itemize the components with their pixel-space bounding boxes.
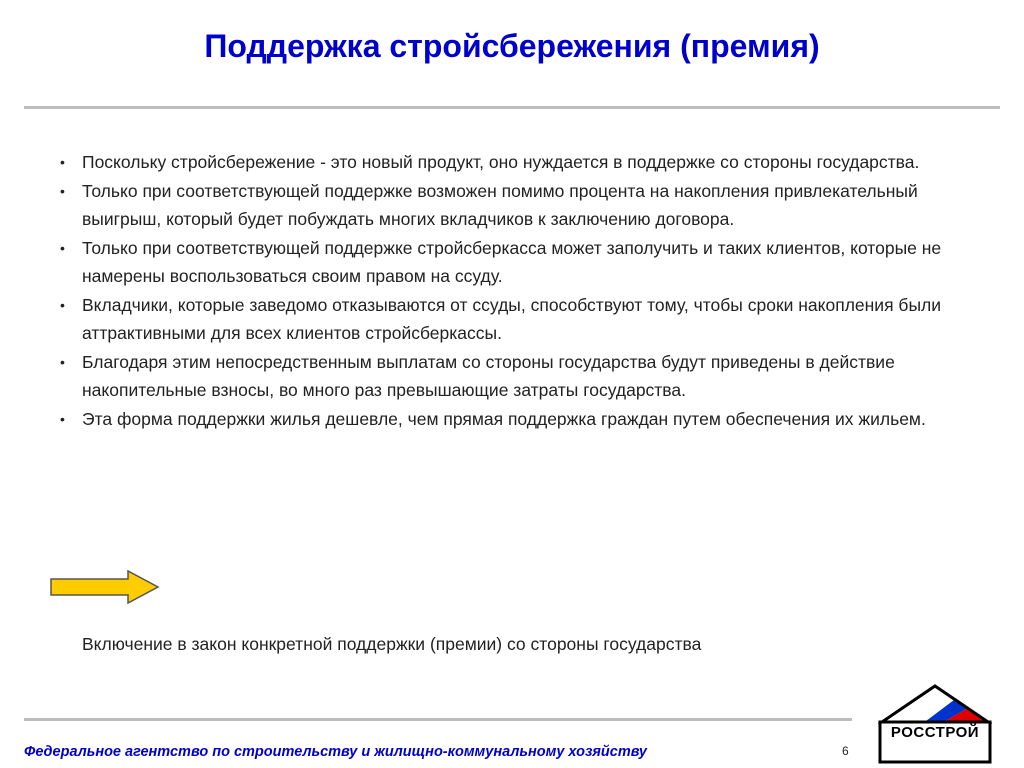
rosstroy-logo — [878, 684, 992, 764]
bullet-dot: • — [60, 182, 65, 199]
bullet-text: Поскольку стройсбережение - это новый продукт, оно нуждается в поддержке со стороны государства. — [82, 152, 920, 172]
conclusion-text: Включение в закон конкретной поддержки (премии) со стороны государства — [82, 634, 702, 654]
bullet-text: Вкладчики, которые заведомо отказываются от ссуды, способствуют тому, чтобы сроки накопления были аттрактивными для всех клиентов стройсберкассы. — [82, 294, 942, 343]
bullet-item — [56, 234, 976, 291]
bullet-dot: • — [60, 410, 65, 427]
bullet-dot: • — [60, 154, 65, 170]
slide-title: Поддержка стройсбережения (премия) — [204, 28, 820, 64]
bullet-item — [56, 291, 976, 348]
bullet-dot: • — [60, 296, 65, 313]
right-arrow-icon — [50, 570, 160, 604]
footer-agency: Федеральное агентство по строительству и жилищно-коммунальному хозяйству — [24, 744, 647, 760]
bottom-divider — [24, 718, 852, 721]
page-number: 6 — [842, 744, 849, 758]
bullet-list — [56, 148, 976, 433]
bullet-dot: • — [60, 239, 65, 256]
bullet-item — [56, 148, 976, 177]
bullet-text: Благодаря этим непосредственным выплатам со стороны государства будут приведены в действие накопительные взносы, во много раз превышающие затраты государства. — [82, 351, 895, 400]
bullet-item — [56, 177, 976, 234]
bullet-dot: • — [60, 353, 65, 370]
bullet-item — [56, 405, 976, 434]
bullet-text: Только при соответствующей поддержке возможен помимо процента на накопления привлекательный выигрыш, который будет побуждать многих вкладчиков к заключению договора. — [82, 180, 918, 229]
bullet-text: Только при соответствующей поддержке стройсберкасса может заполучить и таких клиентов, которые не намерены воспользоваться своим правом на ссуду. — [82, 237, 942, 286]
top-divider — [24, 106, 1000, 109]
bullet-text: Эта форма поддержки жилья дешевле, чем прямая поддержка граждан путем обеспечения их жильем. — [82, 408, 926, 429]
logo-text: РОССТРОЙ — [890, 724, 980, 741]
bullet-item — [56, 348, 976, 405]
